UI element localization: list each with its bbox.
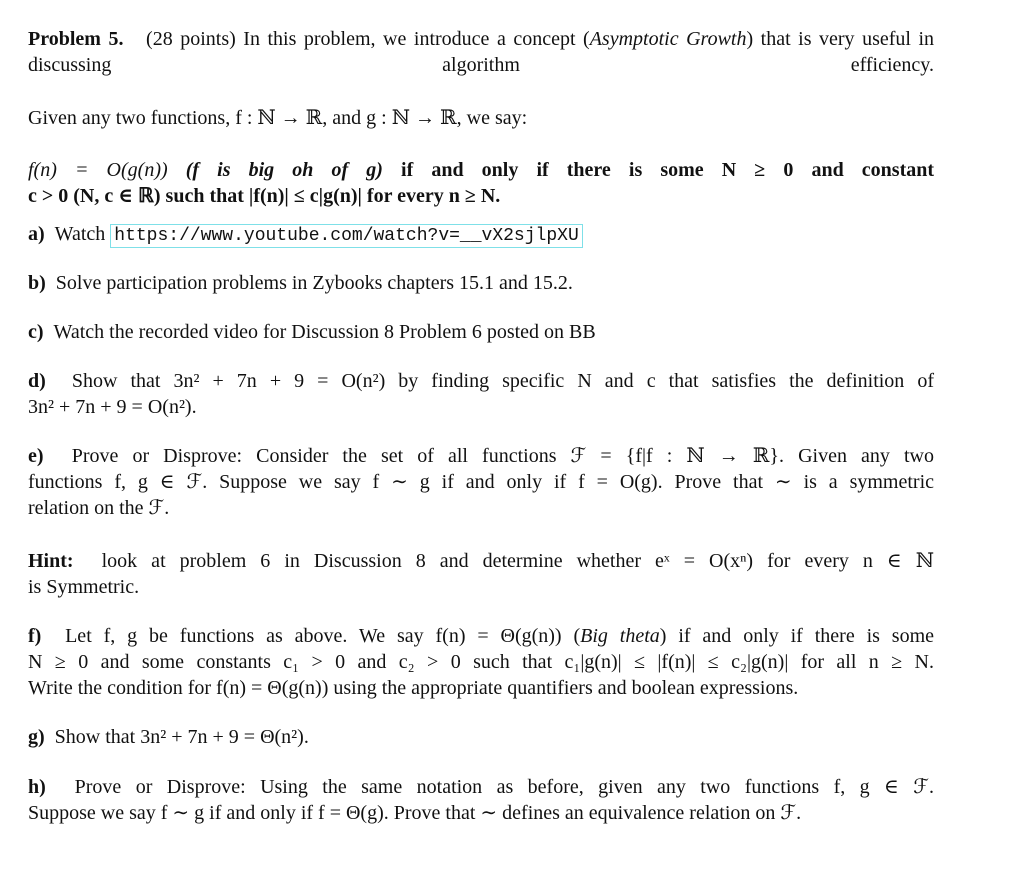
part-d-line1: Show that 3n² + 7n + 9 = O(n²) by finding specific N and c that satisfies the definition of xyxy=(71,370,935,392)
part-d-line2: 3n² + 7n + 9 = O(n²). xyxy=(28,396,197,418)
problem-intro xyxy=(28,26,934,78)
part-a-text: Watch xyxy=(54,223,106,245)
part-c-label: c) xyxy=(28,321,44,343)
definition-math: f(n) = O(g(n)) xyxy=(28,159,168,181)
part-f-line3: Write the condition for f(n) = Θ(g(n)) using the appropriate quantifiers and boolean expressions. xyxy=(28,677,799,699)
part-a xyxy=(28,221,934,248)
part-b-text: Solve participation problems in Zybooks chapters 15.1 and 15.2. xyxy=(55,272,573,294)
definition-paren: (f is big oh of g) xyxy=(185,159,383,181)
problem-label: Problem 5. xyxy=(28,28,124,50)
problem-points: (28 points) xyxy=(146,28,236,50)
hint-block xyxy=(28,548,934,600)
part-d xyxy=(28,368,934,420)
part-b xyxy=(28,270,934,296)
part-h xyxy=(28,774,934,826)
part-d-label: d) xyxy=(28,370,46,392)
part-g xyxy=(28,724,934,750)
definition-block xyxy=(28,157,934,209)
given-line: Given any two functions, f : ℕ → ℝ, and g : ℕ → ℝ, we say: xyxy=(28,107,528,129)
part-c xyxy=(28,319,934,345)
part-f-label: f) xyxy=(28,625,42,647)
part-f xyxy=(28,623,934,701)
definition-rest: if and only if there is some N ≥ 0 and constant xyxy=(401,159,935,181)
problem-intro-a: In this problem, we introduce a concept ( xyxy=(243,28,590,50)
part-e-line1: Prove or Disprove: Consider the set of all functions ℱ = {f|f : ℕ → ℝ}. Given any two xyxy=(71,445,934,467)
part-g-text: Show that 3n² + 7n + 9 = Θ(n²). xyxy=(54,726,309,748)
part-h-line2: Suppose we say f ∼ g if and only if f = Θ(g). Prove that ∼ defines an equivalence relation on ℱ. xyxy=(28,802,802,824)
part-b-label: b) xyxy=(28,272,46,294)
part-h-label: h) xyxy=(28,776,46,798)
hint-line2: is Symmetric. xyxy=(28,576,140,598)
part-a-label: a) xyxy=(28,223,45,245)
part-f-line1-a: Let f, g be functions as above. We say f(n) = Θ(g(n)) ( xyxy=(65,625,581,647)
part-h-line1: Prove or Disprove: Using the same notation as before, given any two functions f, g ∈ ℱ. xyxy=(74,776,935,798)
hint-label: Hint: xyxy=(28,550,74,572)
big-theta-term: Big theta xyxy=(580,625,660,647)
part-c-text: Watch the recorded video for Discussion 8 Problem 6 posted on BB xyxy=(53,321,596,343)
part-e-label: e) xyxy=(28,445,44,467)
part-f-line1-b: ) if and only if there is some xyxy=(659,625,935,647)
part-e-line2: functions f, g ∈ ℱ. Suppose we say f ∼ g if and only if f = O(g). Prove that ∼ is a symmetric xyxy=(28,471,934,493)
concept-name: Asymptotic Growth xyxy=(589,28,747,50)
definition-line2: c > 0 (N, c ∈ ℝ) such that |f(n)| ≤ c|g(n)| for every n ≥ N. xyxy=(28,185,501,207)
problem-intro-b: ) that is very useful in discussing algorithm efficiency. xyxy=(28,28,935,76)
hint-line1: look at problem 6 in Discussion 8 and determine whether eˣ = O(xⁿ) for every n ∈ ℕ xyxy=(101,550,934,572)
part-f-line2: N ≥ 0 and some constants c₁ > 0 and c₂ > 0 such that c₁|g(n)| ≤ |f(n)| ≤ c₂|g(n)| for all n ≥ N. xyxy=(28,651,934,673)
youtube-link[interactable]: https://www.youtube.com/watch?v=__vX2sjlpXU xyxy=(110,224,582,248)
part-e-line3: relation on the ℱ. xyxy=(28,497,170,519)
part-e xyxy=(28,443,934,521)
part-g-label: g) xyxy=(28,726,45,748)
